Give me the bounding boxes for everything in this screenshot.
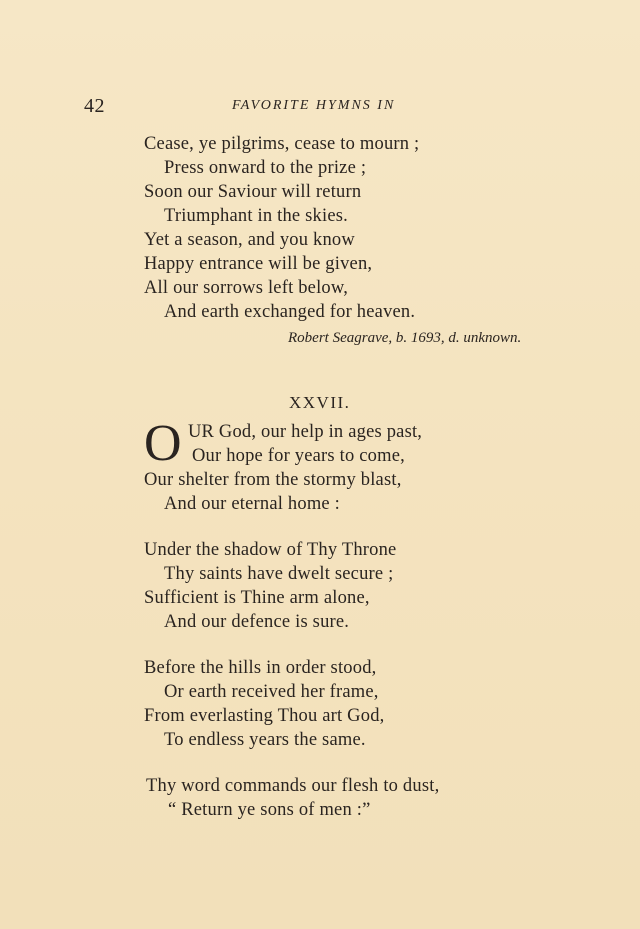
running-head: FAVORITE HYMNS IN — [232, 98, 396, 113]
verse-line: Our shelter from the stormy blast, — [144, 470, 402, 490]
verse-line: From everlasting Thou art God, — [144, 706, 385, 726]
verse-line: And our eternal home : — [164, 494, 340, 514]
verse-line: Triumphant in the skies. — [164, 206, 348, 226]
verse-line: Happy entrance will be given, — [144, 254, 373, 274]
verse-line: Or earth received her frame, — [164, 682, 379, 702]
verse-line: UR God, our help in ages past, — [188, 422, 423, 442]
verse-line: Soon our Saviour will return — [144, 182, 362, 202]
verse-line: Press onward to the prize ; — [164, 158, 367, 178]
verse-line: Yet a season, and you know — [144, 230, 355, 250]
verse-line: Cease, ye pilgrims, cease to mourn ; — [144, 134, 420, 154]
drop-cap: O — [144, 415, 182, 472]
verse-line: Before the hills in order stood, — [144, 658, 377, 678]
verse-line: All our sorrows left below, — [144, 278, 349, 298]
verse-line: To endless years the same. — [164, 730, 366, 750]
verse-line: Thy saints have dwelt secure ; — [164, 564, 394, 584]
verse-line: And our defence is sure. — [164, 612, 350, 632]
page-number: 42 — [84, 95, 105, 117]
verse-line: “ Return ye sons of men :” — [168, 800, 371, 820]
verse-line: Thy word commands our flesh to dust, — [146, 776, 440, 796]
verse-line: And earth exchanged for heaven. — [164, 302, 416, 322]
verse-line: Under the shadow of Thy Throne — [144, 540, 397, 560]
verse-line: Our hope for years to come, — [192, 446, 405, 466]
verse-line: Sufficient is Thine arm alone, — [144, 588, 370, 608]
hymn-number: XXVII. — [289, 393, 351, 412]
hymn-attribution: Robert Seagrave, b. 1693, d. unknown. — [288, 330, 522, 346]
